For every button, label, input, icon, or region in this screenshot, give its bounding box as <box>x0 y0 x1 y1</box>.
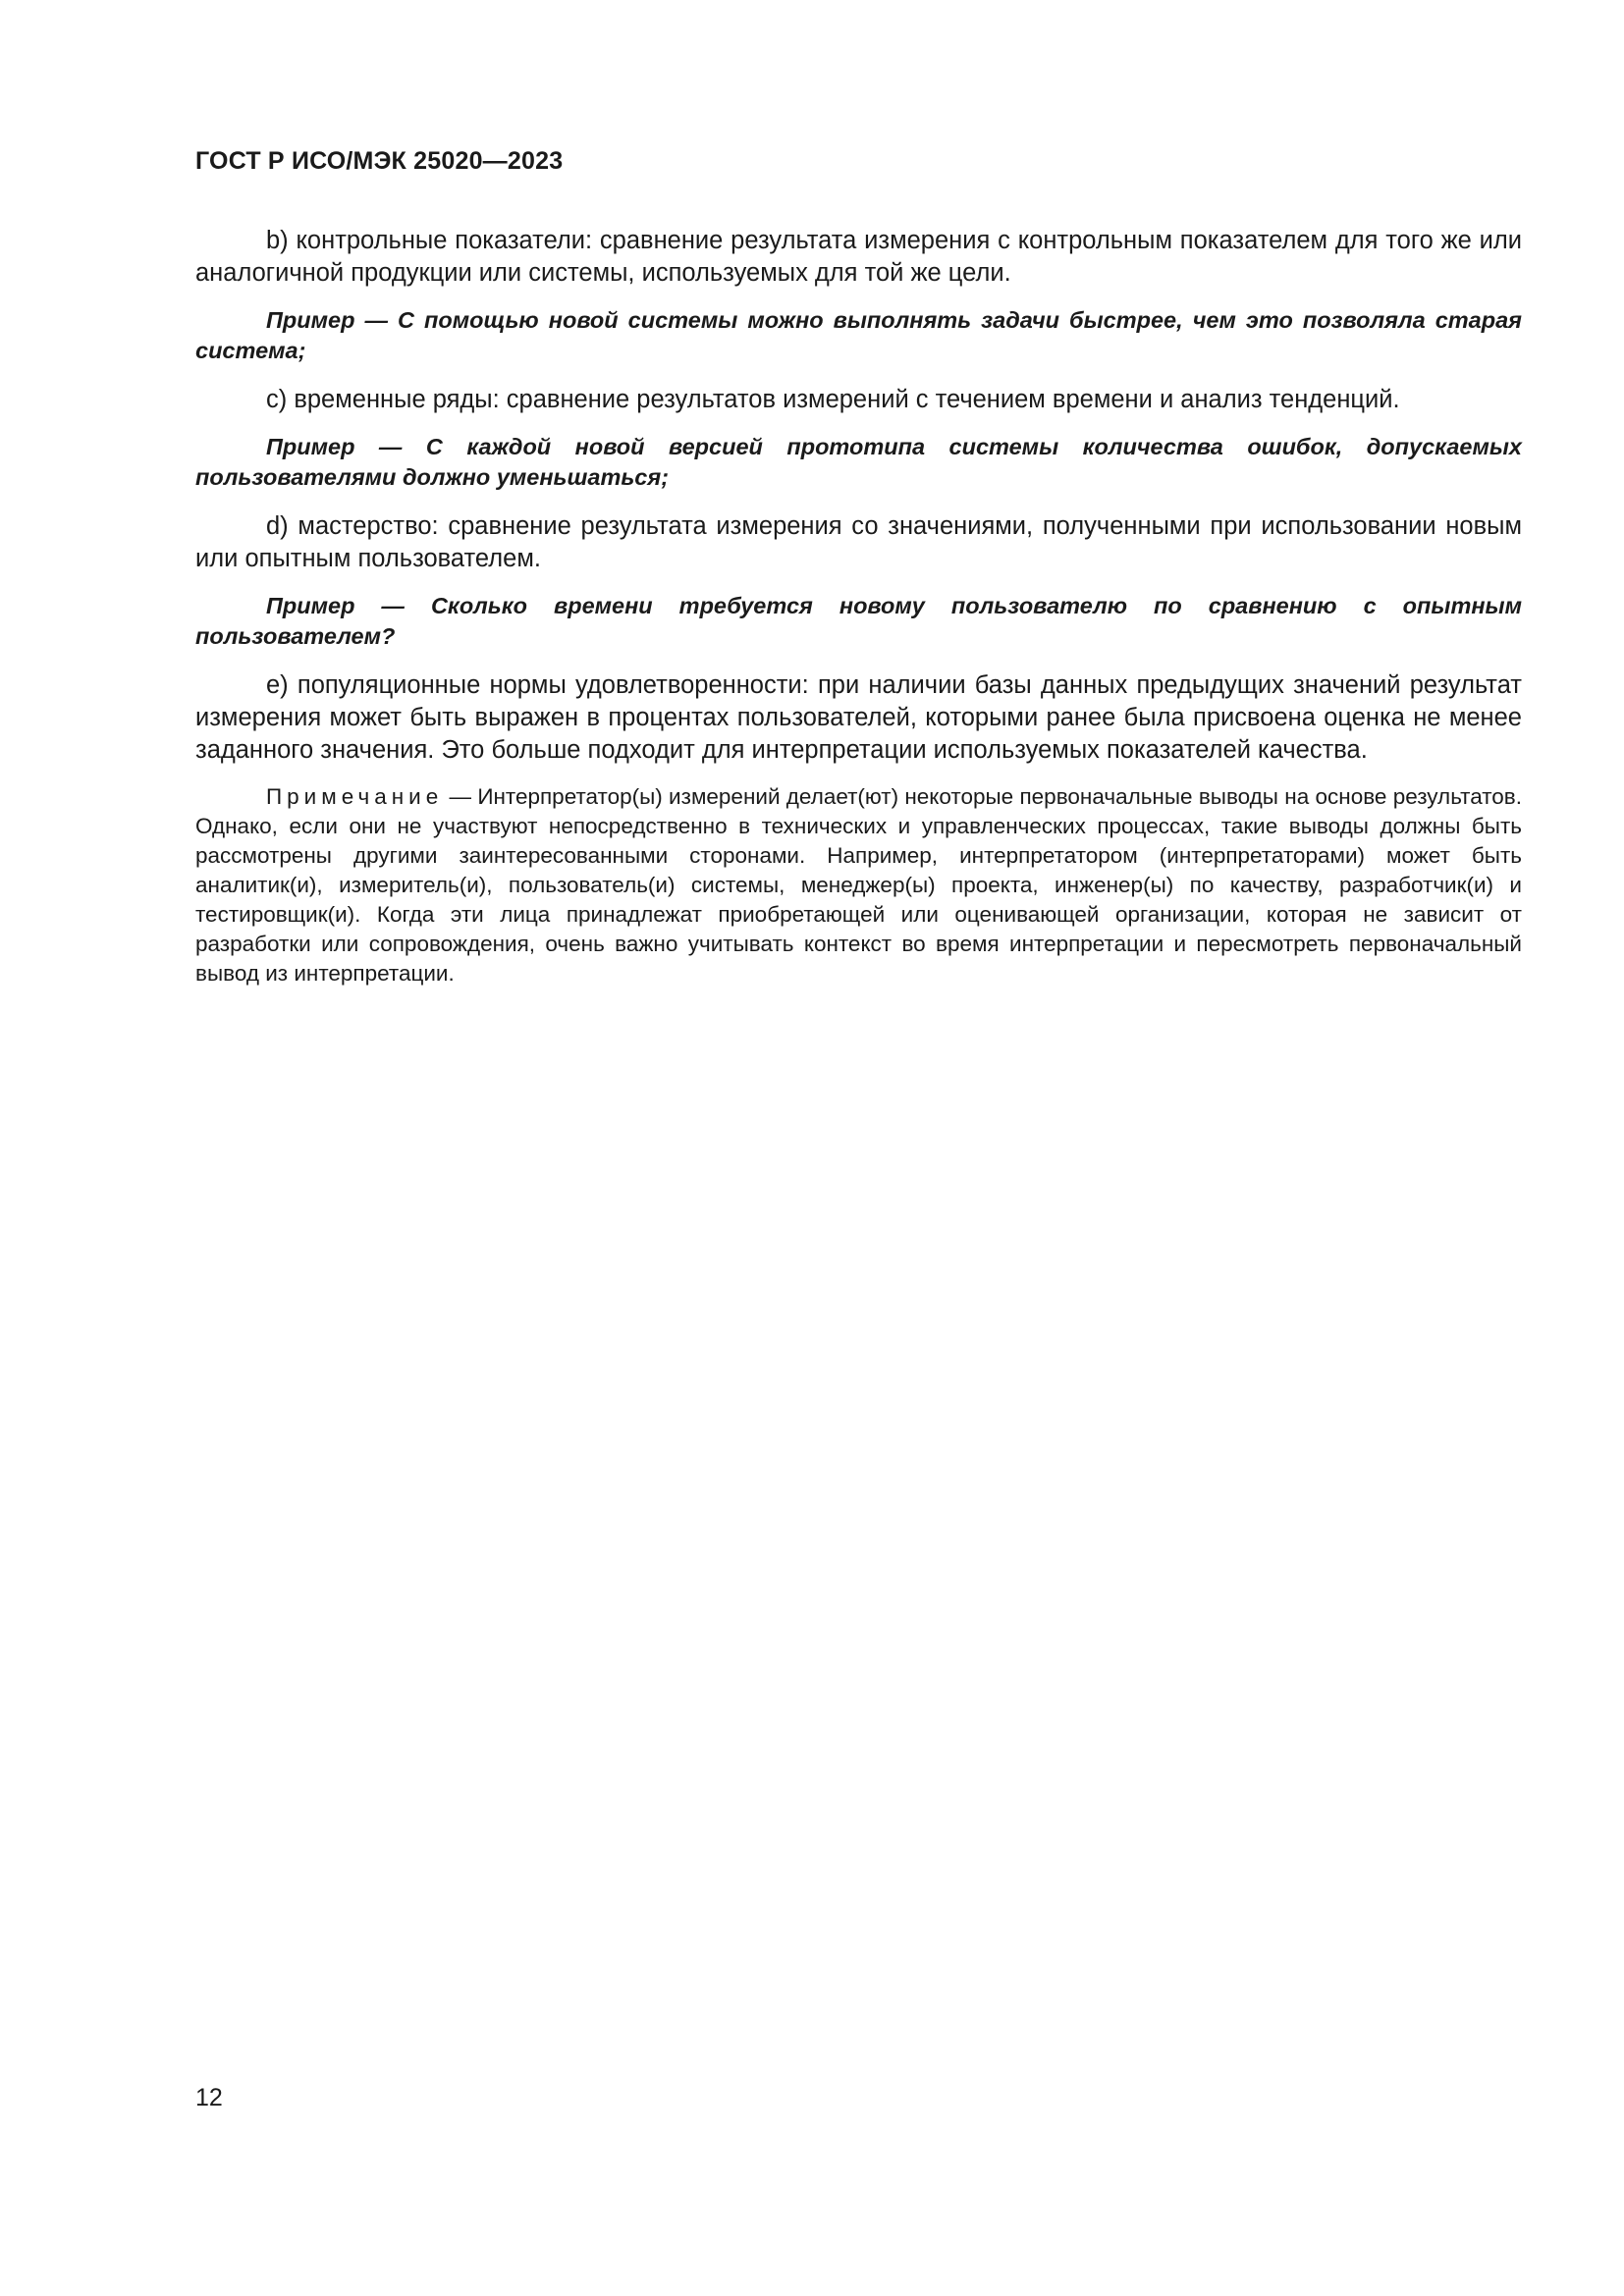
document-header: ГОСТ Р ИСО/МЭК 25020—2023 <box>195 147 564 175</box>
list-item-d: d) мастерство: сравнение результата измерения со значениями, полученными при использовании новым или опытным пользователем. <box>195 512 1522 572</box>
example-c: Пример — С каждой новой версией прототипа системы количества ошибок, допускаемых пользователями должно уменьшаться; <box>195 434 1522 490</box>
list-item-c: c) временные ряды: сравнение результатов измерений с течением времени и анализ тенденций. <box>266 386 1400 413</box>
document-body <box>195 225 1522 988</box>
list-item-e: e) популяционные нормы удовлетворенности: при наличии базы данных предыдущих значений результат измерения может быть выражен в процентах пользователей, которыми ранее была присвоена оценка не менее заданного значения. Это больше подходит для интерпретации используемых показателей качества. <box>195 671 1522 764</box>
note-label: Примечание <box>266 784 444 809</box>
note-paragraph <box>195 782 1522 988</box>
list-item-b: b) контрольные показатели: сравнение результата измерения с контрольным показателем для того же или аналогичной продукции или системы, используемых для той же цели. <box>195 227 1522 287</box>
note-text: — Интерпретатор(ы) измерений делает(ют) некоторые первоначальные выводы на основе результатов. Однако, если они не участвуют непосредственно в технических и управленческих процессах, такие выводы должны быть рассмотрены другими заинтересованными сторонами. Например, интерпретатором (интерпретаторами) может быть аналитик(и), измеритель(и), пользователь(и) системы, менеджер(ы) проекта, инженер(ы) по качеству, разработчик(и) и тестировщик(и). Когда эти лица принадлежат приобретающей или оценивающей организации, которая не зависит от разработки или сопровождения, очень важно учитывать контекст во время интерпретации и пересмотреть первоначальный вывод из интерпретации. <box>195 784 1522 986</box>
page-number: 12 <box>195 2084 223 2111</box>
example-d: Пример — Сколько времени требуется новому пользователю по сравнению с опытным пользователем? <box>195 593 1522 649</box>
example-b: Пример — С помощью новой системы можно выполнять задачи быстрее, чем это позволяла старая система; <box>195 307 1522 363</box>
